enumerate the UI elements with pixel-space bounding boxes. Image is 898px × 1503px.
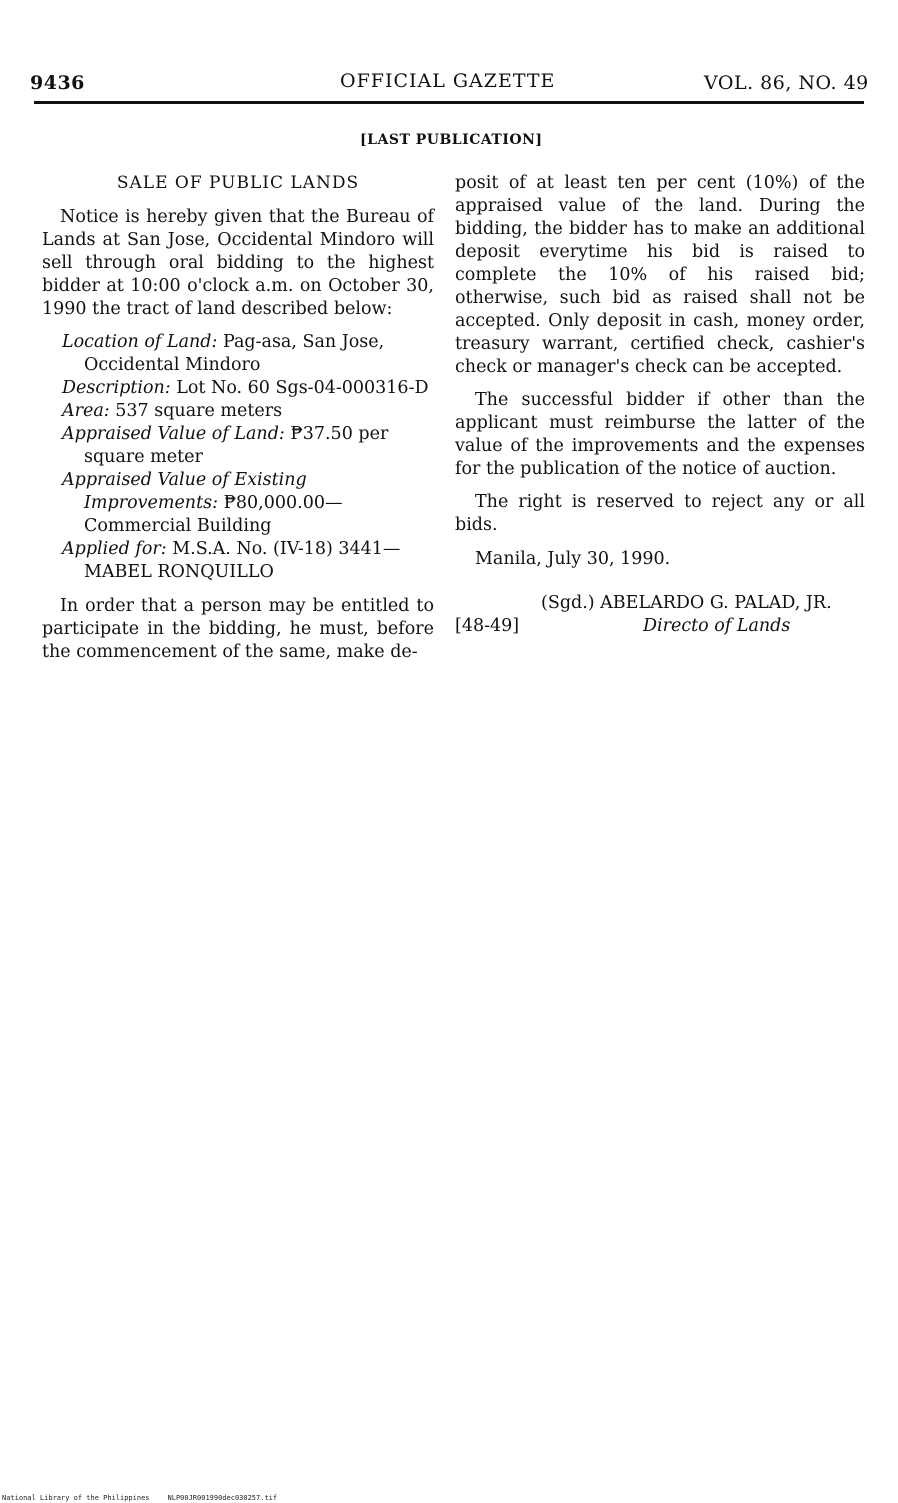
detail-item	[42, 400, 434, 423]
signatory-title: Directo of Lands	[643, 616, 791, 636]
reservation-paragraph: The right is reserved to reject any or all bids.	[455, 492, 865, 535]
left-column	[42, 172, 434, 674]
notice-heading: SALE OF PUBLIC LANDS	[116, 173, 360, 193]
land-details	[42, 331, 434, 584]
detail-item	[42, 423, 434, 469]
library-name: National Library of the Philippines	[2, 1494, 150, 1502]
detail-value: ₱37.50 per square meter	[84, 424, 389, 467]
detail-item	[42, 377, 434, 400]
signature: (Sgd.) ABELARDO G. PALAD, JR.	[541, 593, 832, 613]
detail-value: Lot No. 60 Sgs-04-000316-D	[176, 378, 429, 398]
file-id: NLP00JR001990dec030257.tif	[167, 1494, 278, 1502]
detail-value: Pag-asa, San Jose, Occidental Mindoro	[84, 332, 385, 375]
deposit-paragraph-end: posit of at least ten per cent (10%) of the appraised value of the land. During the bidding, the bidder has to make an additional deposit everytime his bid is raised to complete the 10% of his raised bid; otherwise, such bid as raised shall not be accepted. Only deposit in cash, money order, treasury warrant, certified check, cashier's check or manager's check can be accepted.	[455, 173, 865, 377]
publication-label: [LAST PUBLICATION]	[360, 132, 543, 148]
detail-label: Appraised Value of Existing Improvements:	[62, 470, 307, 513]
right-column	[455, 172, 865, 638]
reimburse-paragraph: The successful bidder if other than the applicant must reimburse the latter of the value of the improvements and the expenses for the publication of the notice of auction.	[455, 390, 865, 479]
detail-item	[42, 538, 434, 584]
detail-item	[42, 331, 434, 377]
detail-label: Area:	[62, 401, 110, 421]
detail-label: Applied for:	[62, 539, 167, 559]
deposit-paragraph-start: In order that a person may be entitled to participate in the bidding, he must, before the commencement of the same, make de-	[42, 596, 434, 662]
detail-item	[42, 469, 434, 538]
signature-footer	[455, 615, 865, 638]
dateline: Manila, July 30, 1990.	[475, 549, 671, 569]
intro-paragraph: Notice is hereby given that the Bureau of Lands at San Jose, Occidental Mindoro will sell through oral bidding to the highest bidder at 10:00 o'clock a.m. on October 30, 1990 the tract of land described below:	[42, 207, 434, 319]
issue-numbers: [48-49]	[455, 616, 520, 636]
detail-label: Appraised Value of Land:	[62, 424, 285, 444]
gazette-title: OFFICIAL GAZETTE	[340, 70, 556, 92]
detail-value: M.S.A. No. (IV-18) 3441—MABEL RONQUILLO	[84, 539, 401, 582]
scan-footer	[2, 1494, 295, 1502]
detail-value: 537 square meters	[115, 401, 283, 421]
detail-value: ₱80,000.00—Commercial Building	[84, 493, 343, 536]
detail-label: Description:	[62, 378, 171, 398]
header-rule	[34, 101, 864, 104]
volume-number: VOL. 86, NO. 49	[704, 72, 869, 94]
detail-label: Location of Land:	[62, 332, 218, 352]
page-number: 9436	[30, 72, 85, 94]
